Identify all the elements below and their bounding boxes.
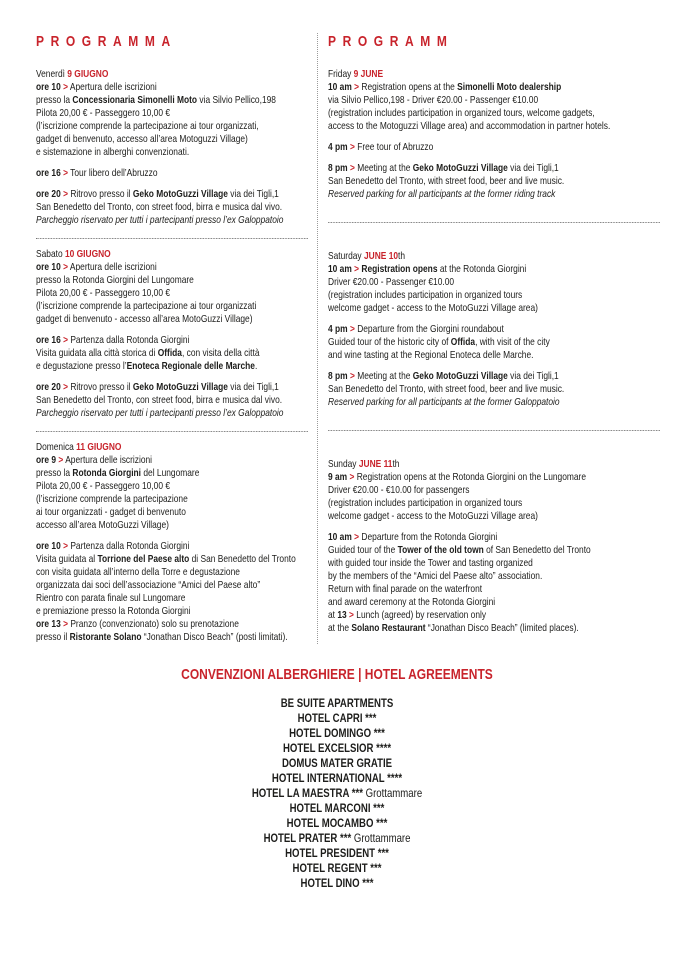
event-line <box>36 81 308 94</box>
text-span: e premiazione presso la Rotonda Giorgini <box>36 605 191 617</box>
text-span: ore 10 <box>36 81 61 93</box>
event-line <box>36 506 308 519</box>
text-span: > <box>63 81 68 93</box>
text-span: del Lungomare <box>141 467 200 479</box>
event-line <box>36 394 308 407</box>
event-line <box>328 383 660 396</box>
text-span: at the Rotonda Giorgini <box>437 263 527 275</box>
event-line <box>328 175 660 188</box>
text-span: HOTEL REGENT *** <box>292 861 382 875</box>
event-line <box>36 519 308 532</box>
hotel-item <box>67 801 606 816</box>
day-section <box>328 458 660 635</box>
event-line <box>36 274 308 287</box>
day-section <box>36 248 308 420</box>
event-line <box>36 618 308 631</box>
event-line <box>328 289 660 302</box>
event-block <box>328 81 660 133</box>
text-span: and award ceremony at the Rotonda Giorgini <box>328 596 496 608</box>
text-span: Parcheggio riservato per tutti i partecipanti presso l’ex Galoppatoio <box>36 214 284 226</box>
event-block <box>36 454 308 532</box>
text-span: , with visit of the city <box>475 336 550 348</box>
text-span: Lunch (agreed) by reservation only <box>353 609 487 621</box>
text-span: Partenza dalla Rotonda Giorgini <box>68 540 190 552</box>
event-line <box>328 263 660 276</box>
text-span: San Benedetto del Tronto, con street food, birra e musica dal vivo. <box>36 394 283 406</box>
event-line <box>36 347 308 360</box>
date-heading <box>328 458 660 471</box>
event-line <box>328 188 660 201</box>
text-span: San Benedetto del Tronto, with street food, beer and live music. <box>328 175 565 187</box>
event-line <box>36 261 308 274</box>
text-span: e sistemazione in alberghi convenzionati. <box>36 146 190 158</box>
text-span: Sunday <box>328 458 359 470</box>
text-span: at <box>328 609 338 621</box>
event-line <box>328 370 660 383</box>
text-span: ore 16 <box>36 334 61 346</box>
event-line <box>36 540 308 553</box>
event-block <box>36 167 308 180</box>
text-span: HOTEL MOCAMBO *** <box>286 816 388 830</box>
event-line <box>36 133 308 146</box>
text-span: > <box>63 167 68 179</box>
event-line <box>36 300 308 313</box>
event-line <box>36 579 308 592</box>
event-line <box>328 396 660 409</box>
text-span: > <box>349 162 355 174</box>
text-span: di San Benedetto del Tronto <box>189 553 296 565</box>
text-span: Registration opens at the <box>359 81 458 93</box>
event-line <box>36 94 308 107</box>
date-heading <box>328 68 660 81</box>
text-span: 10 am <box>328 263 352 275</box>
hotel-agreements-title: CONVENZIONI ALBERGHIERE | HOTEL AGREEMENTS <box>181 666 493 683</box>
text-span: (l’iscrizione comprende la partecipazione <box>36 493 188 505</box>
text-span: Guided tour of the historic city of <box>328 336 451 348</box>
section-separator <box>36 431 308 432</box>
text-span: > <box>63 334 68 346</box>
program-column-english <box>328 33 660 644</box>
text-span: > <box>63 188 68 200</box>
text-span: Pilota 20,00 € - Passeggero 10,00 € <box>36 287 171 299</box>
event-line <box>36 605 308 618</box>
hotel-agreements-section <box>67 666 606 891</box>
text-span: Meeting at the <box>354 162 413 174</box>
text-span: . <box>254 360 258 372</box>
text-span: > <box>63 540 68 552</box>
text-span: ai tour organizzati - gadget di benvenuto <box>36 506 186 518</box>
event-block <box>36 81 308 159</box>
text-span: and wine tasting at the Regional Enoteca delle Marche. <box>328 349 534 361</box>
text-span: > <box>349 370 355 382</box>
hotel-item <box>67 816 606 831</box>
event-line <box>36 454 308 467</box>
text-span: Apertura delle iscrizioni <box>68 81 157 93</box>
event-block <box>36 261 308 326</box>
event-line <box>328 531 660 544</box>
text-span: Concessionaria Simonelli Moto <box>72 94 198 106</box>
hotel-item <box>67 711 606 726</box>
text-span: Registration opens at the Rotonda Giorgini on the Lungomare <box>354 471 587 483</box>
event-block <box>36 334 308 373</box>
text-span: Torrione del Paese alto <box>97 553 190 565</box>
text-span: Venerdì <box>36 68 68 80</box>
text-span: “Jonathan Disco Beach” (limited places). <box>425 622 579 634</box>
event-line <box>328 141 660 154</box>
text-span: Tower of the old town <box>397 544 484 556</box>
event-line <box>36 201 308 214</box>
text-span: via Silvio Pellico,198 <box>197 94 276 106</box>
section-separator <box>328 430 660 431</box>
text-span: welcome gadget - access to the MotoGuzzi Village area) <box>328 510 538 522</box>
text-span: Saturday <box>328 250 364 262</box>
text-span: Partenza dalla Rotonda Giorgini <box>68 334 190 346</box>
text-span: Apertura delle iscrizioni <box>63 454 153 466</box>
text-span: ore 10 <box>36 261 61 273</box>
event-line <box>36 167 308 180</box>
text-span: Tour libero dell’Abruzzo <box>68 167 158 179</box>
text-span: Reserved parking for all participants at the former riding track <box>328 188 556 200</box>
text-span: Friday <box>328 68 354 80</box>
event-line <box>36 313 308 326</box>
event-line <box>328 323 660 336</box>
text-span: DOMUS MATER GRATIE <box>281 756 393 770</box>
event-block <box>36 381 308 420</box>
text-span: > <box>354 263 360 275</box>
event-line <box>36 334 308 347</box>
text-span: > <box>58 454 64 466</box>
text-span: > <box>349 609 354 621</box>
event-line <box>328 622 660 635</box>
text-span: Guided tour of the <box>328 544 398 556</box>
event-line <box>328 107 660 120</box>
text-span: 4 pm <box>328 141 348 153</box>
text-span: Departure from the Giorgini roundabout <box>354 323 504 335</box>
text-span: JUNE 10 <box>363 250 399 262</box>
text-span: ore 20 <box>36 381 61 393</box>
text-span: HOTEL CAPRI *** <box>297 711 377 725</box>
hotel-item <box>67 831 606 846</box>
event-line <box>36 467 308 480</box>
text-span: access to the Motoguzzi Village area) and accommodation in partner hotels. <box>328 120 611 132</box>
text-span: Rotonda Giorgini <box>72 467 142 479</box>
text-span: Reserved parking for all participants at the former Galoppatoio <box>328 396 560 408</box>
event-line <box>328 471 660 484</box>
event-line <box>36 188 308 201</box>
text-span: welcome gadget - access to the MotoGuzzi Village area) <box>328 302 538 314</box>
text-span: ore 10 <box>36 540 61 552</box>
text-span: ore 13 <box>36 618 61 630</box>
text-span: > <box>354 81 360 93</box>
text-span: > <box>349 323 355 335</box>
text-span: Driver €20.00 - Passenger €10.00 <box>328 276 455 288</box>
event-line <box>36 480 308 493</box>
date-heading <box>36 248 308 261</box>
text-span: e degustazione presso l’ <box>36 360 127 372</box>
text-span: organizzata dai soci dell’associazione “Amici del Paese alto” <box>36 579 261 591</box>
text-span: 10 am <box>328 531 352 543</box>
hotel-item <box>67 741 606 756</box>
text-span: gadget di benvenuto - accesso all’area MotoGuzzi Village) <box>36 313 253 325</box>
text-span: via Silvio Pellico,198 - Driver €20.00 - Passenger €10.00 <box>328 94 539 106</box>
text-span: San Benedetto del Tronto, con street food, birra e musica dal vivo. <box>36 201 283 213</box>
text-span: Geko MotoGuzzi Village <box>412 162 508 174</box>
program-title-italian: PROGRAMMA <box>36 33 177 50</box>
program-column-italian <box>36 33 308 644</box>
text-span: HOTEL DINO *** <box>300 876 374 890</box>
event-block <box>36 188 308 227</box>
event-line <box>36 493 308 506</box>
text-span: th <box>398 250 406 262</box>
date-heading <box>36 441 308 454</box>
text-span: San Benedetto del Tronto, with street food, beer and live music. <box>328 383 565 395</box>
event-line <box>328 484 660 497</box>
text-span: Geko MotoGuzzi Village <box>132 381 228 393</box>
event-line <box>328 570 660 583</box>
text-span: > <box>63 618 68 630</box>
text-span: presso la <box>36 467 73 479</box>
text-span: presso la <box>36 94 73 106</box>
event-block <box>328 323 660 362</box>
hotel-item <box>67 756 606 771</box>
event-line <box>328 81 660 94</box>
text-span: th <box>392 458 400 470</box>
hotel-item <box>67 786 606 801</box>
event-line <box>328 94 660 107</box>
text-span: (l’iscrizione comprende la partecipazione ai tour organizzati <box>36 300 257 312</box>
text-span: Apertura delle iscrizioni <box>68 261 157 273</box>
hotel-item <box>67 846 606 861</box>
text-span: con visita guidata all’interno della Torre e degustazione <box>36 566 240 578</box>
text-span: presso il <box>36 631 70 643</box>
text-span: HOTEL INTERNATIONAL **** <box>271 771 403 785</box>
text-span: Pilota 20,00 € - Passeggero 10,00 € <box>36 107 171 119</box>
event-line <box>36 592 308 605</box>
text-span: JUNE 11 <box>358 458 393 470</box>
text-span: Domenica <box>36 441 77 453</box>
event-line <box>36 566 308 579</box>
event-block <box>328 471 660 523</box>
text-span: > <box>349 471 355 483</box>
text-span: Offida <box>157 347 182 359</box>
text-span: Simonelli Moto dealership <box>457 81 562 93</box>
event-line <box>328 609 660 622</box>
text-span: HOTEL LA MAESTRA *** <box>251 786 363 800</box>
text-span: Pilota 20,00 € - Passeggero 10,00 € <box>36 480 171 492</box>
text-span: (registration includes participation in organized tours <box>328 497 523 509</box>
text-span: Visita guidata al <box>36 553 98 565</box>
event-line <box>36 553 308 566</box>
text-span: 10 GIUGNO <box>64 248 111 260</box>
text-span: via dei Tigli,1 <box>227 188 279 200</box>
text-span: “Jonathan Disco Beach” (posti limitati). <box>141 631 288 643</box>
text-span: Enoteca Regionale delle Marche <box>126 360 255 372</box>
text-span: Geko MotoGuzzi Village <box>412 370 508 382</box>
text-span: Driver €20.00 - €10.00 for passengers <box>328 484 470 496</box>
event-line <box>36 146 308 159</box>
text-span: Parcheggio riservato per tutti i partecipanti presso l’ex Galoppatoio <box>36 407 284 419</box>
text-span: with guided tour inside the Tower and tasting organized <box>328 557 533 569</box>
event-line <box>328 276 660 289</box>
text-span: presso la Rotonda Giorgini del Lungomare <box>36 274 194 286</box>
text-span: Solano Restaurant <box>351 622 426 634</box>
text-span: of San Benedetto del Tronto <box>483 544 591 556</box>
text-span: HOTEL DOMINGO *** <box>289 726 385 740</box>
event-line <box>328 349 660 362</box>
event-block <box>36 540 308 644</box>
text-span: 8 pm <box>328 370 348 382</box>
text-span: gadget di benvenuto, accesso all’area Motoguzzi Village) <box>36 133 248 145</box>
section-separator <box>328 222 660 223</box>
event-line <box>36 407 308 420</box>
hotel-item <box>67 771 606 786</box>
text-span: > <box>349 141 355 153</box>
event-line <box>328 302 660 315</box>
text-span: Pranzo (convenzionato) solo su prenotazione <box>68 618 239 630</box>
section-separator <box>36 238 308 239</box>
day-section <box>328 250 660 409</box>
text-span: Ristorante Solano <box>69 631 142 643</box>
text-span: Sabato <box>36 248 65 260</box>
text-span: > <box>63 261 68 273</box>
hotel-item <box>67 861 606 876</box>
hotel-item <box>67 876 606 891</box>
date-heading <box>36 68 308 81</box>
text-span: Return with final parade on the waterfront <box>328 583 483 595</box>
text-span: Departure from the Rotonda Giorgini <box>359 531 498 543</box>
event-line <box>36 360 308 373</box>
hotel-item <box>67 726 606 741</box>
text-span: Grottammare <box>362 786 423 800</box>
event-block <box>328 141 660 154</box>
sections-english <box>328 68 660 635</box>
text-span: via dei Tigli,1 <box>507 370 559 382</box>
event-line <box>328 120 660 133</box>
column-divider <box>317 33 318 644</box>
text-span: 4 pm <box>328 323 348 335</box>
event-line <box>36 631 308 644</box>
event-block <box>328 263 660 315</box>
text-span: via dei Tigli,1 <box>227 381 279 393</box>
text-span: BE SUITE APARTMENTS <box>280 696 394 710</box>
program-title-english: PROGRAMM <box>328 33 454 50</box>
text-span: 9 GIUGNO <box>67 68 109 80</box>
text-span: 9 JUNE <box>353 68 384 80</box>
text-span: ore 16 <box>36 167 61 179</box>
text-span: ore 20 <box>36 188 61 200</box>
event-line <box>36 381 308 394</box>
event-line <box>328 336 660 349</box>
event-line <box>328 583 660 596</box>
text-span: (registration includes participation in organized tours <box>328 289 523 301</box>
text-span: Geko MotoGuzzi Village <box>132 188 228 200</box>
event-line <box>328 162 660 175</box>
text-span: , con visita della città <box>181 347 260 359</box>
event-line <box>36 107 308 120</box>
event-line <box>328 497 660 510</box>
text-span: by the members of the “Amici del Paese alto” association. <box>328 570 543 582</box>
italian-column-content <box>36 33 308 644</box>
text-span: HOTEL MARCONI *** <box>289 801 385 815</box>
text-span: 13 <box>337 609 347 621</box>
event-block <box>328 531 660 635</box>
date-heading <box>328 250 660 263</box>
text-span: Grottammare <box>351 831 411 845</box>
event-block <box>328 370 660 409</box>
event-line <box>36 214 308 227</box>
text-span: 11 GIUGNO <box>76 441 122 453</box>
event-line <box>328 557 660 570</box>
day-section <box>328 68 660 201</box>
text-span: via dei Tigli,1 <box>507 162 559 174</box>
text-span: Ritrovo presso il <box>68 188 133 200</box>
text-span: Offida <box>450 336 476 348</box>
text-span: Rientro con parata finale sul Lungomare <box>36 592 186 604</box>
event-line <box>328 596 660 609</box>
event-line <box>36 120 308 133</box>
day-section <box>36 68 308 227</box>
text-span: (l’iscrizione comprende la partecipazione ai tour organizzati, <box>36 120 259 132</box>
text-span: 8 pm <box>328 162 348 174</box>
hotel-item <box>67 696 606 711</box>
sections-italian <box>36 68 308 644</box>
text-span: > <box>63 381 68 393</box>
text-span: accesso all’area MotoGuzzi Village) <box>36 519 169 531</box>
text-span: 10 am <box>328 81 352 93</box>
event-line <box>328 510 660 523</box>
text-span: Free tour of Abruzzo <box>354 141 434 153</box>
text-span: HOTEL PRESIDENT *** <box>285 846 389 860</box>
text-span: > <box>354 531 360 543</box>
hotel-list <box>67 696 606 891</box>
text-span: Meeting at the <box>354 370 413 382</box>
text-span: 9 am <box>328 471 348 483</box>
text-span: Ritrovo presso il <box>68 381 133 393</box>
text-span: (registration includes participation in organized tours, welcome gadgets, <box>328 107 595 119</box>
english-column-content <box>328 33 660 635</box>
text-span: HOTEL EXCELSIOR **** <box>282 741 392 755</box>
text-span: Visita guidata alla città storica di <box>36 347 158 359</box>
event-line <box>36 287 308 300</box>
event-block <box>328 162 660 201</box>
text-span: ore 9 <box>36 454 57 466</box>
event-line <box>328 544 660 557</box>
text-span: at the <box>328 622 352 634</box>
day-section <box>36 441 308 644</box>
text-span: HOTEL PRATER *** <box>263 831 352 845</box>
text-span: Registration opens <box>361 263 438 275</box>
